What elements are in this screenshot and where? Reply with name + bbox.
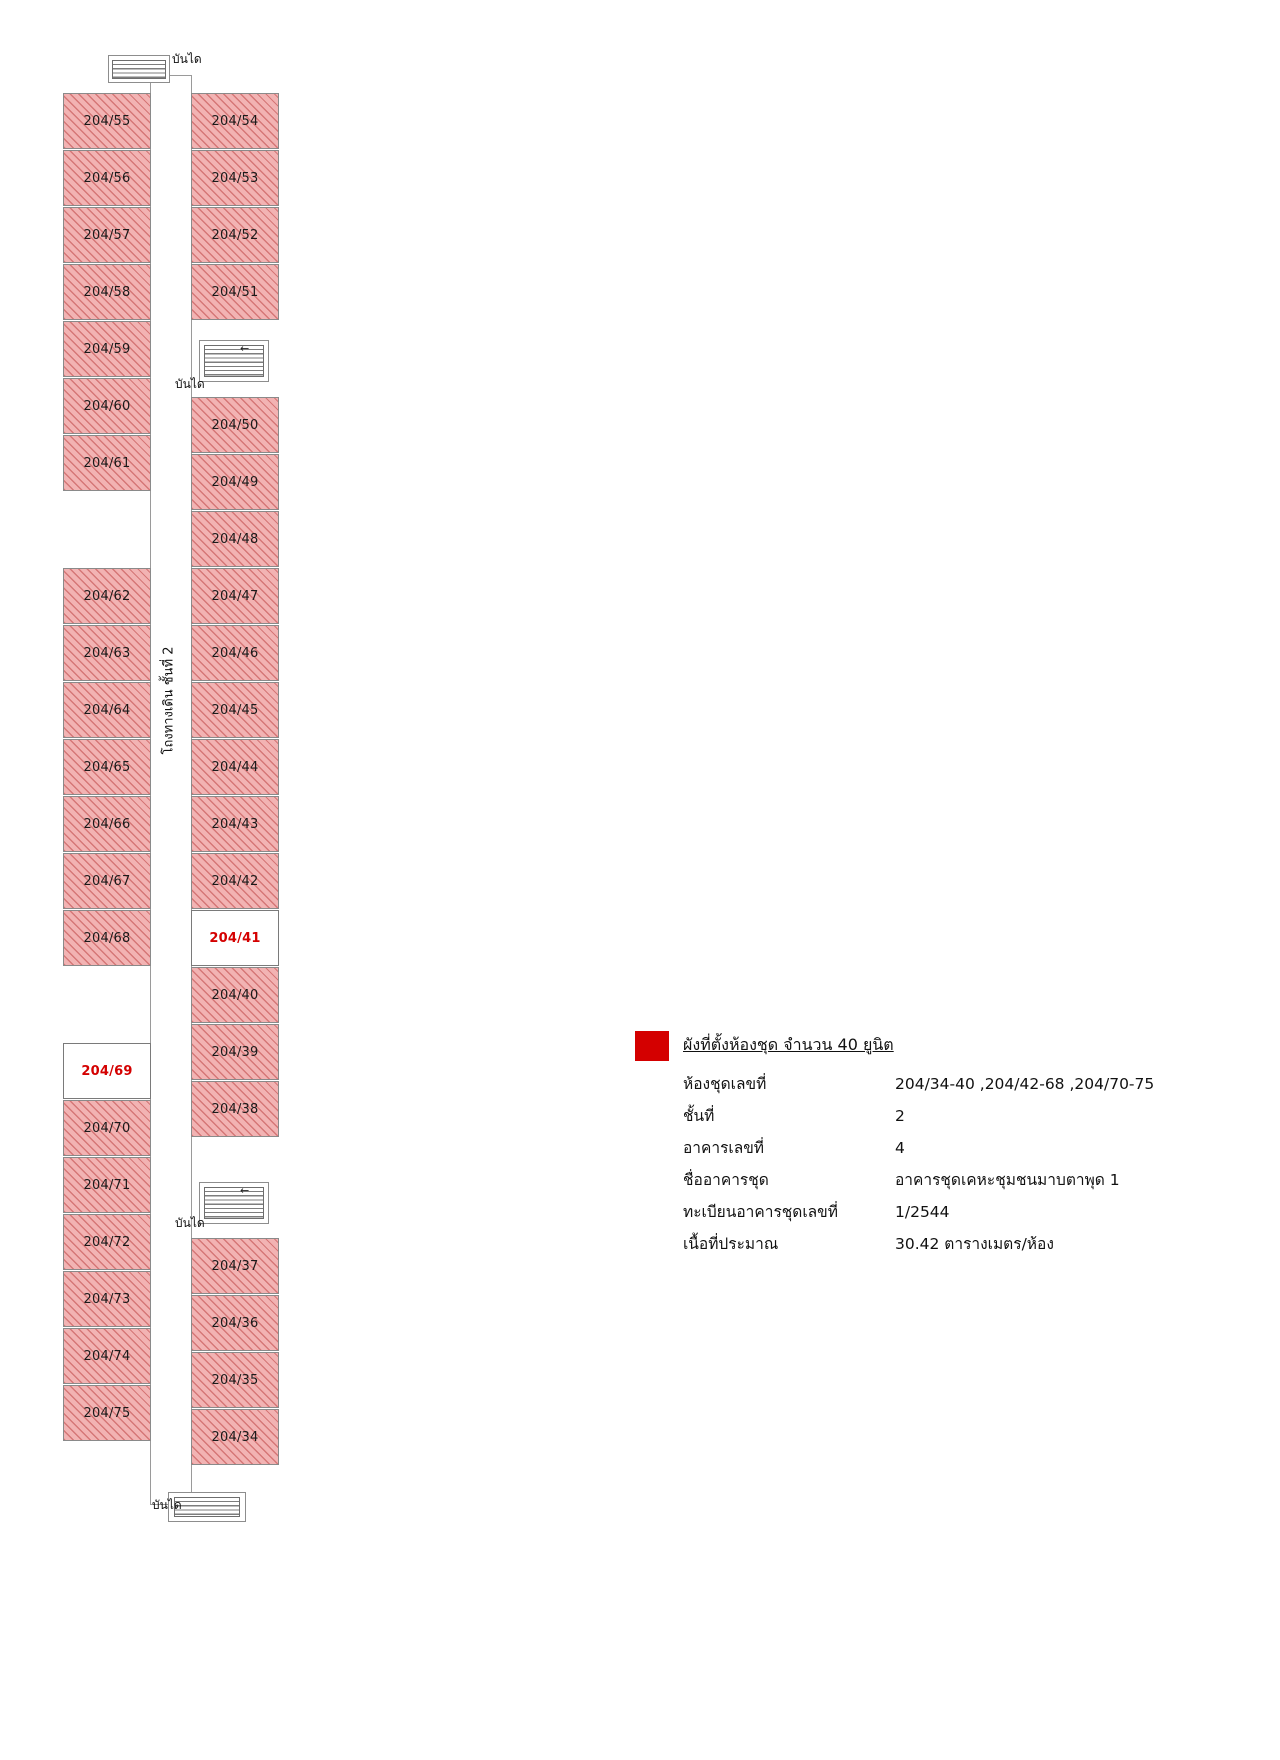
unit-label: 204/53 xyxy=(211,170,259,186)
unit-label: 204/45 xyxy=(211,702,259,718)
unit-label: 204/59 xyxy=(83,341,131,357)
unit-label: 204/70 xyxy=(83,1120,131,1136)
stair-upper-right-arrow: ← xyxy=(240,342,250,355)
stair-bottom xyxy=(174,1497,240,1517)
unit-label: 204/34 xyxy=(211,1429,259,1445)
unit-label: 204/37 xyxy=(211,1258,259,1274)
unit-204-49[interactable] xyxy=(191,454,279,510)
unit-label: 204/44 xyxy=(211,759,259,775)
unit-204-67[interactable] xyxy=(63,853,151,909)
legend-value: อาคารชุดเคหะชุมชนมาบตาพุด 1 xyxy=(895,1170,1120,1189)
unit-label: 204/35 xyxy=(211,1372,259,1388)
unit-204-61[interactable] xyxy=(63,435,151,491)
unit-204-38[interactable] xyxy=(191,1081,279,1137)
legend-key: ชั้นที่ xyxy=(683,1106,715,1125)
unit-204-56[interactable] xyxy=(63,150,151,206)
legend-row-registration xyxy=(683,1202,1195,1223)
unit-204-44[interactable] xyxy=(191,739,279,795)
legend-key: ห้องชุดเลขที่ xyxy=(683,1075,767,1093)
legend-key: ชื่ออาคารชุด xyxy=(683,1170,769,1189)
unit-label: 204/41 xyxy=(209,930,261,946)
unit-204-75[interactable] xyxy=(63,1385,151,1441)
unit-204-50[interactable] xyxy=(191,397,279,453)
legend-key: ทะเบียนอาคารชุดเลขที่ xyxy=(683,1202,838,1221)
legend-rows xyxy=(683,1074,1195,1255)
unit-204-34[interactable] xyxy=(191,1409,279,1465)
stair-bottom-label: บันได xyxy=(152,1498,182,1512)
legend-row-building-number xyxy=(683,1138,1195,1159)
corridor-outline xyxy=(150,75,192,1505)
unit-204-45[interactable] xyxy=(191,682,279,738)
legend-row-floor xyxy=(683,1106,1195,1127)
unit-204-57[interactable] xyxy=(63,207,151,263)
unit-label: 204/51 xyxy=(211,284,259,300)
unit-204-60[interactable] xyxy=(63,378,151,434)
unit-label: 204/49 xyxy=(211,474,259,490)
unit-label: 204/56 xyxy=(83,170,131,186)
legend-value: 30.42 ตารางเมตร/ห้อง xyxy=(895,1234,1054,1253)
unit-label: 204/48 xyxy=(211,531,259,547)
unit-label: 204/62 xyxy=(83,588,131,604)
unit-label: 204/61 xyxy=(83,455,131,471)
unit-204-74[interactable] xyxy=(63,1328,151,1384)
unit-label: 204/71 xyxy=(83,1177,131,1193)
legend-value: 204/34-40 ,204/42-68 ,204/70-75 xyxy=(895,1075,1155,1093)
unit-204-42[interactable] xyxy=(191,853,279,909)
legend-panel xyxy=(635,1030,1195,1266)
unit-204-66[interactable] xyxy=(63,796,151,852)
unit-label: 204/36 xyxy=(211,1315,259,1331)
stair-lower-right xyxy=(204,1184,264,1219)
unit-label: 204/65 xyxy=(83,759,131,775)
unit-204-72[interactable] xyxy=(63,1214,151,1270)
unit-204-63[interactable] xyxy=(63,625,151,681)
unit-204-51[interactable] xyxy=(191,264,279,320)
unit-label: 204/73 xyxy=(83,1291,131,1307)
unit-204-46[interactable] xyxy=(191,625,279,681)
legend-key: เนื้อที่ประมาณ xyxy=(683,1234,779,1253)
stair-top xyxy=(112,60,166,79)
unit-204-64[interactable] xyxy=(63,682,151,738)
floor-plan xyxy=(0,0,340,1560)
unit-204-48[interactable] xyxy=(191,511,279,567)
unit-204-55[interactable] xyxy=(63,93,151,149)
unit-label: 204/43 xyxy=(211,816,259,832)
unit-204-71[interactable] xyxy=(63,1157,151,1213)
unit-204-43[interactable] xyxy=(191,796,279,852)
stair-top-label: บันได xyxy=(172,52,202,66)
legend-header xyxy=(635,1030,1195,1061)
unit-204-69[interactable] xyxy=(63,1043,151,1099)
unit-204-62[interactable] xyxy=(63,568,151,624)
unit-204-41[interactable] xyxy=(191,910,279,966)
legend-color-swatch xyxy=(635,1031,669,1061)
legend-value: 4 xyxy=(895,1138,905,1157)
unit-label: 204/69 xyxy=(81,1063,133,1079)
unit-label: 204/54 xyxy=(211,113,259,129)
stair-lower-right-label: บันได xyxy=(175,1216,205,1230)
unit-label: 204/50 xyxy=(211,417,259,433)
stair-upper-right-label: บันได xyxy=(175,377,205,391)
unit-label: 204/68 xyxy=(83,930,131,946)
unit-204-40[interactable] xyxy=(191,967,279,1023)
unit-204-59[interactable] xyxy=(63,321,151,377)
unit-label: 204/55 xyxy=(83,113,131,129)
unit-label: 204/42 xyxy=(211,873,259,889)
legend-row-area xyxy=(683,1234,1195,1255)
unit-204-52[interactable] xyxy=(191,207,279,263)
unit-204-37[interactable] xyxy=(191,1238,279,1294)
unit-204-47[interactable] xyxy=(191,568,279,624)
legend-key: อาคารเลขที่ xyxy=(683,1138,765,1157)
unit-204-70[interactable] xyxy=(63,1100,151,1156)
unit-label: 204/38 xyxy=(211,1101,259,1117)
unit-label: 204/66 xyxy=(83,816,131,832)
unit-label: 204/67 xyxy=(83,873,131,889)
unit-label: 204/52 xyxy=(211,227,259,243)
unit-label: 204/40 xyxy=(211,987,259,1003)
unit-label: 204/74 xyxy=(83,1348,131,1364)
unit-204-65[interactable] xyxy=(63,739,151,795)
stair-lower-right-arrow: ← xyxy=(240,1184,250,1197)
unit-label: 204/72 xyxy=(83,1234,131,1250)
unit-label: 204/57 xyxy=(83,227,131,243)
unit-204-68[interactable] xyxy=(63,910,151,966)
unit-204-58[interactable] xyxy=(63,264,151,320)
corridor-label: โถงทางเดิน ชั้นที่ 2 xyxy=(161,646,177,755)
legend-row-unit-numbers xyxy=(683,1074,1195,1095)
unit-204-54[interactable] xyxy=(191,93,279,149)
unit-204-35[interactable] xyxy=(191,1352,279,1408)
unit-label: 204/39 xyxy=(211,1044,259,1060)
unit-label: 204/63 xyxy=(83,645,131,661)
unit-label: 204/58 xyxy=(83,284,131,300)
legend-row-building-name xyxy=(683,1170,1195,1191)
unit-label: 204/60 xyxy=(83,398,131,414)
unit-label: 204/47 xyxy=(211,588,259,604)
stair-upper-right xyxy=(204,342,264,377)
unit-label: 204/46 xyxy=(211,645,259,661)
legend-value: 2 xyxy=(895,1106,905,1125)
unit-204-36[interactable] xyxy=(191,1295,279,1351)
legend-title: ผังที่ตั้งห้องชุด จำนวน 40 ยูนิต xyxy=(683,1035,894,1054)
unit-204-39[interactable] xyxy=(191,1024,279,1080)
unit-label: 204/75 xyxy=(83,1405,131,1421)
unit-label: 204/64 xyxy=(83,702,131,718)
unit-204-73[interactable] xyxy=(63,1271,151,1327)
unit-204-53[interactable] xyxy=(191,150,279,206)
legend-value: 1/2544 xyxy=(895,1202,950,1221)
